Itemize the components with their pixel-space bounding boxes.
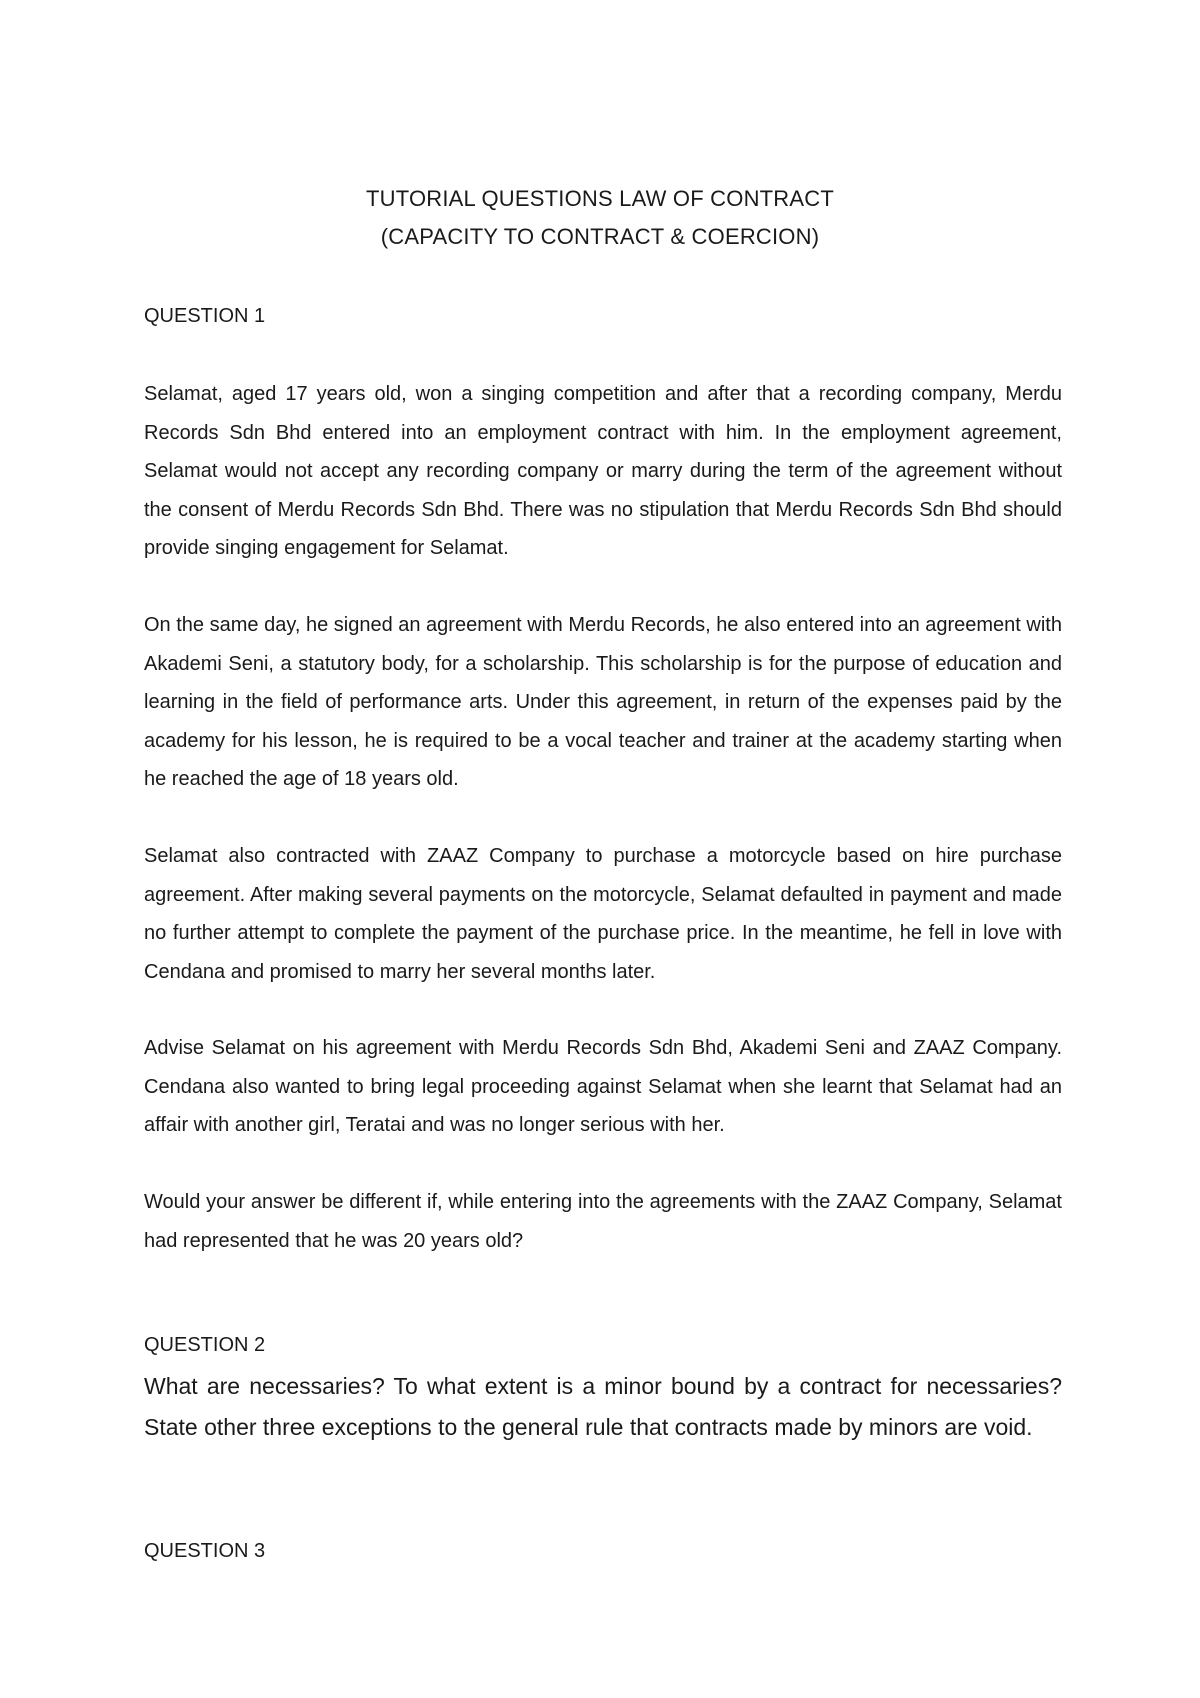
question-2-heading: QUESTION 2 [144,1334,266,1356]
question-1-paragraph-5: Would your answer be different if, while entering into the agreements with the ZAAZ Company, Selamat had represented that he was 20 years old? [144,1191,1062,1252]
title-line-1: TUTORIAL QUESTIONS LAW OF CONTRACT [365,186,835,211]
question-1-paragraph-3: Selamat also contracted with ZAAZ Company to purchase a motorcycle based on hire purchase agreement. After making several payments on the motorcycle, Selamat defaulted in payment and made no further attempt to complete the payment of the purchase price. In the meantime, he fell in love with Cendana and promised to marry her several months later. [144,845,1062,983]
title-line-2: (CAPACITY TO CONTRACT & COERCION) [380,224,820,249]
question-2-text: What are necessaries? To what extent is a minor bound by a contract for necessaries? State other three exceptions to the general rule that contracts made by minors are void. [144,1373,1062,1440]
question-1-paragraph-2: On the same day, he signed an agreement with Merdu Records, he also entered into an agreement with Akademi Seni, a statutory body, for a scholarship. This scholarship is for the purpose of education and learning in the field of performance arts. Under this agreement, in return of the expenses paid by the academy for his lesson, he is required to be a vocal teacher and trainer at the academy starting when he reached the age of 18 years old. [144,614,1062,790]
question-3-heading: QUESTION 3 [144,1540,266,1562]
question-1-paragraph-4: Advise Selamat on his agreement with Merdu Records Sdn Bhd, Akademi Seni and ZAAZ Company. Cendana also wanted to bring legal proceeding against Selamat when she learnt that Selamat had an affair with another girl, Teratai and was no longer serious with her. [144,1037,1062,1136]
question-1-heading: QUESTION 1 [144,305,266,327]
question-1-paragraph-1: Selamat, aged 17 years old, won a singing competition and after that a recording company, Merdu Records Sdn Bhd entered into an employment contract with him. In the employment agreement, Selamat would not accept any recording company or marry during the term of the agreement without the consent of Merdu Records Sdn Bhd. There was no stipulation that Merdu Records Sdn Bhd should provide singing engagement for Selamat. [144,383,1062,559]
document-title [0,180,1200,256]
